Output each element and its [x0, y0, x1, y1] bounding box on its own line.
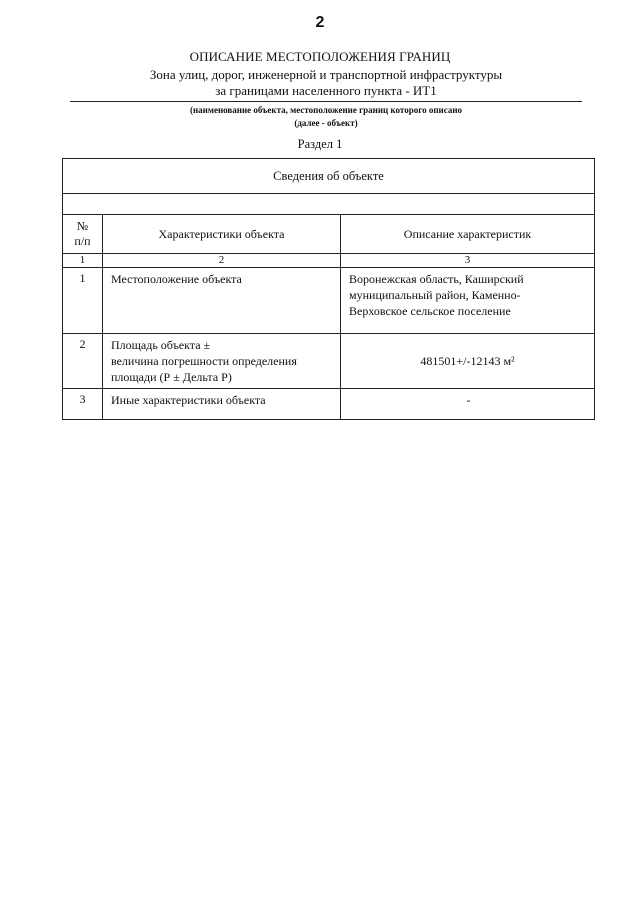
header-number-line-2: п/п: [74, 234, 91, 248]
table-header-row: [63, 215, 595, 254]
object-note-line-1: (наименование объекта, местоположение границ которого описано: [189, 105, 463, 115]
row-number: 2: [63, 334, 103, 389]
column-number-row: [63, 254, 595, 268]
page-number: 2: [315, 14, 325, 31]
description-line: муниципальный район, Каменно-: [349, 288, 521, 302]
characteristic-line: величина погрешности определения: [111, 354, 297, 368]
column-number: 2: [103, 254, 341, 268]
column-number: 3: [341, 254, 595, 268]
table-row: [63, 334, 595, 389]
column-number: 1: [63, 254, 103, 268]
header-number-line-1: №: [76, 219, 89, 233]
table-empty-cell: [63, 194, 595, 215]
row-number: 3: [63, 389, 103, 420]
object-name: [70, 67, 582, 102]
object-name-note: [70, 104, 582, 130]
table-caption-row: [63, 159, 595, 194]
row-number: 1: [63, 268, 103, 334]
object-name-line-2: за границами населенного пункта - ИТ1: [215, 83, 437, 98]
header-description: Описание характеристик: [341, 215, 595, 254]
object-note-line-2: (далее - объект): [294, 118, 358, 128]
row-description: -: [341, 389, 595, 420]
description-line: Верховское сельское поселение: [349, 304, 511, 318]
table-row: [63, 389, 595, 420]
header-number: [63, 215, 103, 254]
document-title: ОПИСАНИЕ МЕСТОПОЛОЖЕНИЯ ГРАНИЦ: [189, 49, 451, 64]
row-characteristic: Иные характеристики объекта: [103, 389, 341, 420]
table-caption: Сведения об объекте: [63, 159, 595, 194]
object-info-table: [62, 158, 595, 420]
description-line: Воронежская область, Каширский: [349, 272, 524, 286]
characteristic-line: Площадь объекта ±: [111, 338, 211, 352]
row-description: [341, 268, 595, 334]
row-characteristic: Местоположение объекта: [103, 268, 341, 334]
object-name-line-1: Зона улиц, дорог, инженерной и транспортной инфраструктуры: [149, 67, 503, 82]
header-characteristic: Характеристики объекта: [103, 215, 341, 254]
row-characteristic: [103, 334, 341, 389]
table-row: [63, 268, 595, 334]
row-description: 481501+/-12143 м²: [341, 334, 595, 389]
characteristic-line: площади (Р ± Дельта Р): [111, 370, 232, 384]
table-empty-row: [63, 194, 595, 215]
section-label: Раздел 1: [297, 137, 343, 151]
